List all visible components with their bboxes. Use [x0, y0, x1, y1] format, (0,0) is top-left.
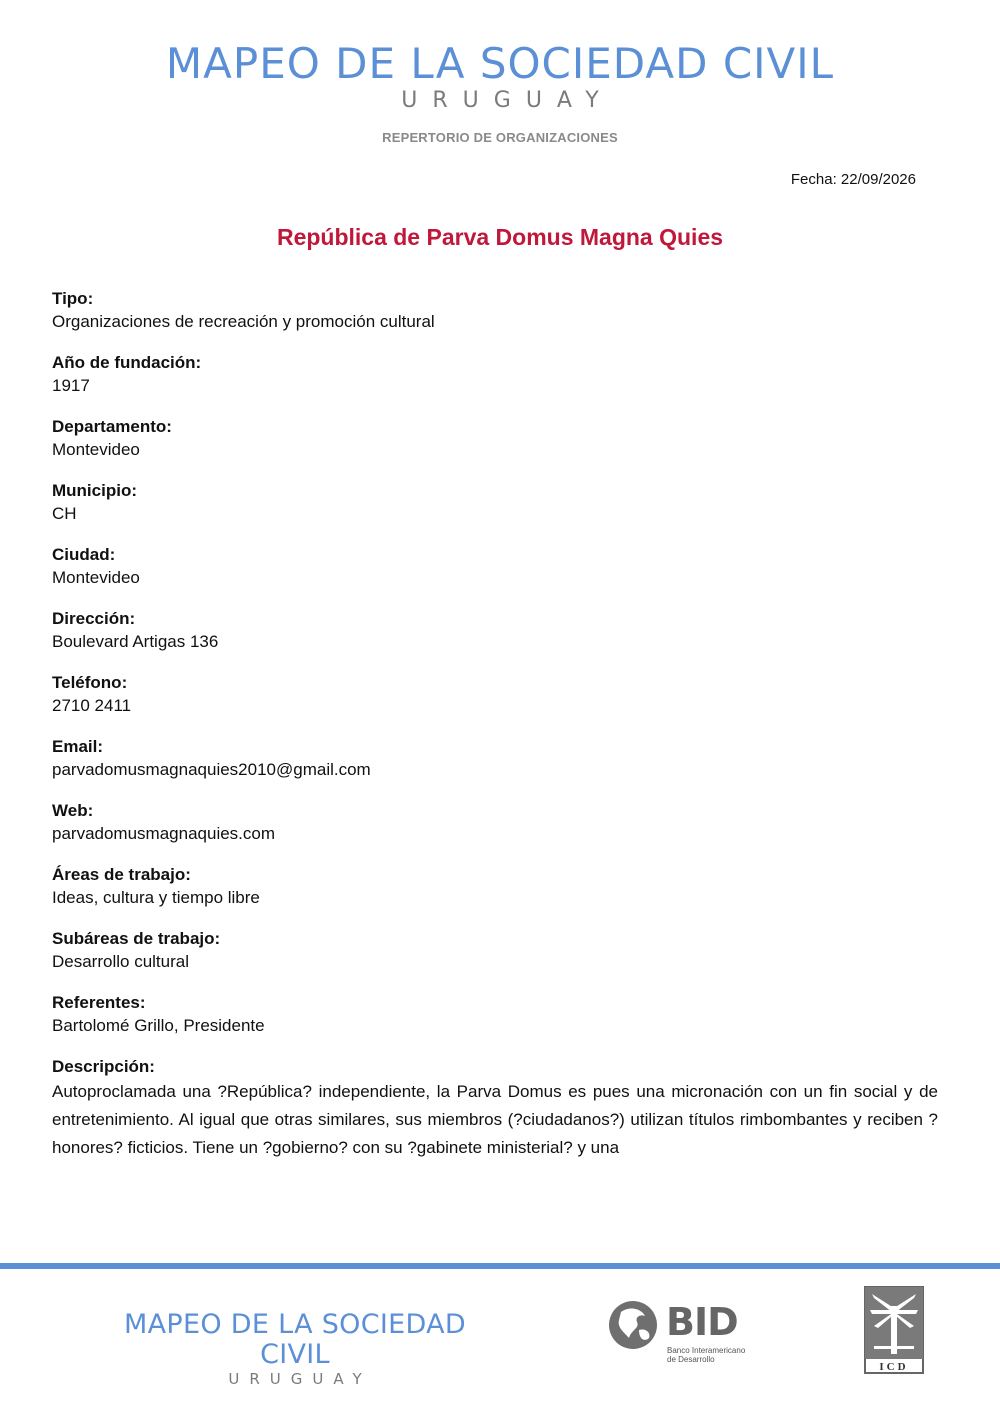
organization-title: República de Parva Domus Magna Quies: [276, 224, 724, 250]
icd-logo: [864, 1286, 924, 1374]
document-date: Fecha: 22/09/2026: [790, 171, 916, 188]
brand-title: MAPEO DE LA SOCIEDAD CIVIL: [165, 39, 835, 88]
page-header: [0, 40, 1000, 145]
field-label: Descripción:: [52, 1057, 155, 1076]
bid-wordmark: BID: [666, 1300, 738, 1344]
field-value: 2710 2411: [52, 696, 132, 715]
field-ciudad: [52, 544, 938, 589]
field-tipo: [52, 288, 938, 333]
field-value: Montevideo: [52, 568, 140, 587]
field-areas-trabajo: [52, 864, 938, 909]
footer-brand-logo: [85, 1310, 505, 1388]
field-email: [52, 736, 938, 781]
field-label: Web:: [52, 801, 94, 820]
field-value: Organizaciones de recreación y promoción cultural: [52, 312, 435, 331]
bid-name-line2: de Desarrollo: [667, 1355, 715, 1364]
field-referentes: [52, 992, 938, 1037]
icd-emblem-icon: [864, 1286, 924, 1374]
field-departamento: [52, 416, 938, 461]
description-text: Autoproclamada una ?República? independiente, la Parva Domus es pues una micronación con un fin social y de entretenimiento. Al igual que otras similares, sus miembros (?ciudadanos?) utilizan títulos rimbombantes y reciben ?honores? ficticios. Tiene un ?gobierno? con su ?gabinete ministerial? y una: [52, 1082, 938, 1157]
field-label: Referentes:: [52, 993, 146, 1012]
footer-brand-subtitle: URUGUAY: [228, 1370, 372, 1388]
field-value: Desarrollo cultural: [52, 952, 189, 971]
field-value: Montevideo: [52, 440, 140, 459]
field-label: Municipio:: [52, 481, 137, 500]
field-value: Bartolomé Grillo, Presidente: [52, 1016, 265, 1035]
field-anio-fundacion: [52, 352, 938, 397]
field-direccion: [52, 608, 938, 653]
icd-wordmark: ICD: [879, 1361, 909, 1373]
field-value: Ideas, cultura y tiempo libre: [52, 888, 260, 907]
field-label: Email:: [52, 737, 104, 756]
field-telefono: [52, 672, 938, 717]
field-subareas-trabajo: [52, 928, 938, 973]
footer-brand-title: MAPEO DE LA SOCIEDAD CIVIL: [124, 1309, 466, 1370]
field-label: Teléfono:: [52, 673, 128, 692]
field-label: Año de fundación:: [52, 353, 202, 372]
footer-divider: [0, 1263, 1000, 1269]
field-value: CH: [52, 504, 77, 523]
repository-label: REPERTORIO DE ORGANIZACIONES: [382, 130, 618, 145]
email-link[interactable]: parvadomusmagnaquies2010@gmail.com: [52, 760, 371, 779]
field-value: Boulevard Artigas 136: [52, 632, 219, 651]
bid-logo: [607, 1300, 767, 1370]
brand-subtitle: URUGUAY: [401, 88, 614, 113]
field-label: Ciudad:: [52, 545, 116, 564]
field-value: 1917: [52, 376, 90, 395]
field-label: Dirección:: [52, 609, 136, 628]
field-web: [52, 800, 938, 845]
bid-name-line1: Banco Interamericano: [667, 1346, 746, 1355]
organization-fields: [52, 288, 938, 1181]
field-municipio: [52, 480, 938, 525]
field-label: Departamento:: [52, 417, 172, 436]
bid-globe-icon: [607, 1300, 665, 1350]
field-label: Tipo:: [52, 289, 94, 308]
web-link[interactable]: parvadomusmagnaquies.com: [52, 824, 276, 843]
field-label: Subáreas de trabajo:: [52, 929, 221, 948]
field-label: Áreas de trabajo:: [52, 865, 191, 884]
bid-fullname: [667, 1346, 767, 1364]
field-descripcion: [52, 1056, 938, 1162]
